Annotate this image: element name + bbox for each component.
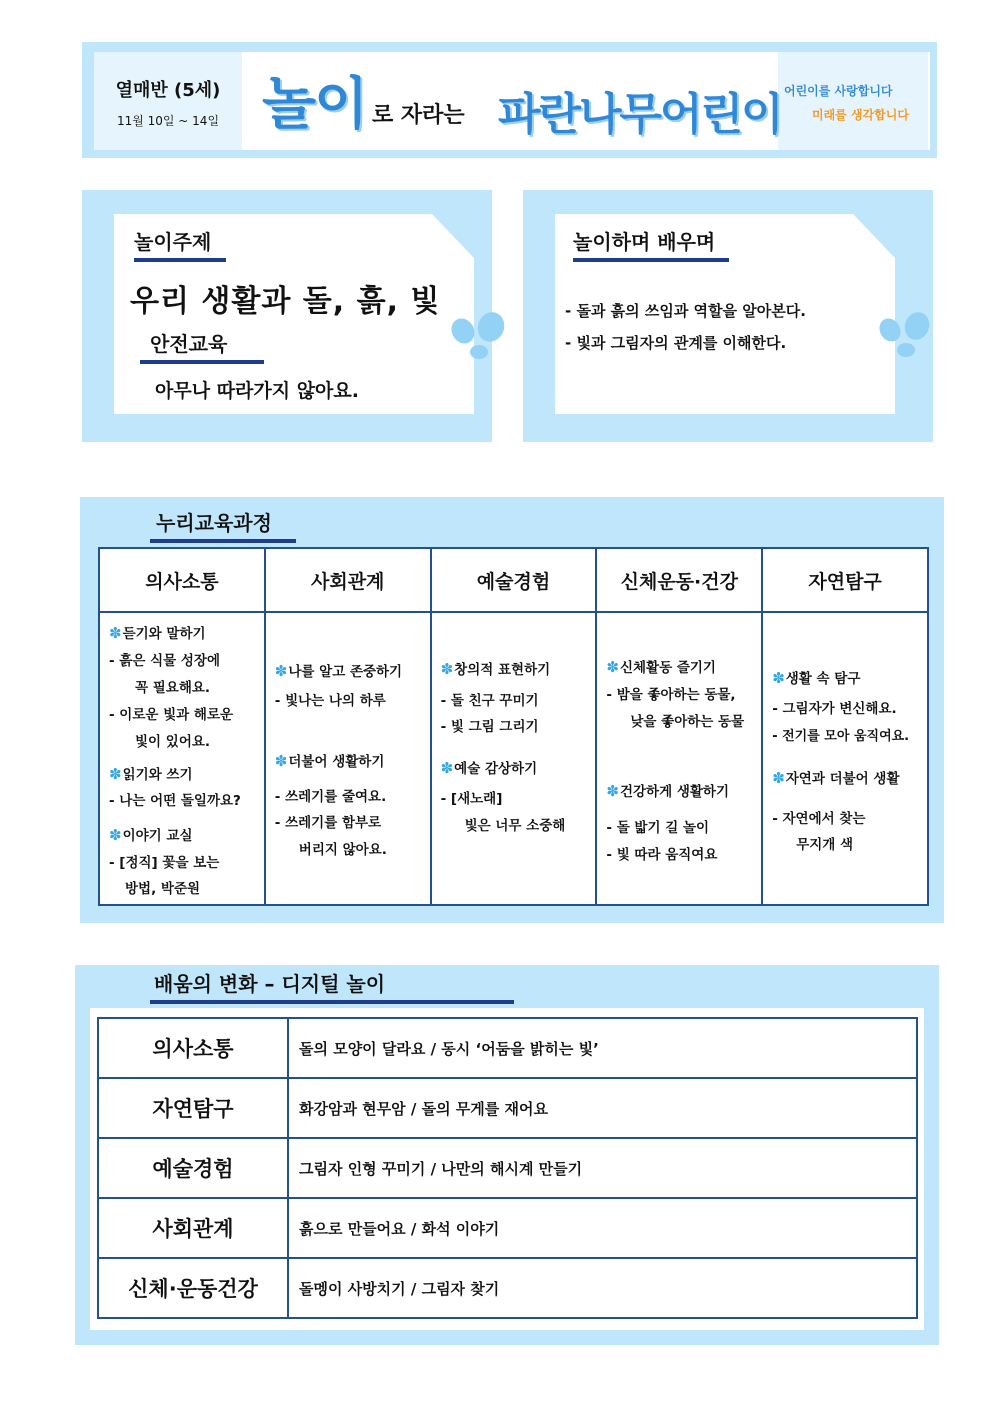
nuri-table <box>98 547 929 906</box>
nuri-heading: 누리교육과정 <box>150 507 296 543</box>
table-row <box>98 1018 917 1078</box>
flower-icon: ✽ <box>109 826 122 844</box>
safety-heading: 안전교육 <box>140 328 264 364</box>
nuri-item: - 밤을 좋아하는 동물, <box>606 687 736 703</box>
table-row <box>98 1258 917 1318</box>
nuri-item: - 자연에서 찾는 <box>772 811 866 827</box>
nuri-item: - 빛나는 나의 하루 <box>274 693 386 709</box>
digital-heading: 배움의 변화 – 디지털 놀이 <box>150 968 514 1004</box>
nuri-item: 방법, 박준원 <box>125 881 201 897</box>
theme-title: 우리 생활과 돌, 흙, 빛 <box>130 284 441 319</box>
kindergarten-name: 파란나무어린이 <box>498 89 782 140</box>
class-name: 열매반 (5세) <box>115 80 221 101</box>
nuri-sub-label: 자연과 더불어 생활 <box>785 771 900 787</box>
nuri-item: 버리지 않아요. <box>298 842 387 858</box>
flower-icon: ✽ <box>772 669 785 687</box>
nuri-cell-social <box>265 612 431 905</box>
nuri-col-header: 자연탐구 <box>762 548 928 612</box>
flower-icon: ✽ <box>606 782 619 800</box>
nuri-cell-nature <box>762 612 928 905</box>
digital-area: 예술경험 <box>98 1138 288 1198</box>
flower-icon: ✽ <box>440 660 454 678</box>
logo-play-text: 놀이 <box>262 72 367 137</box>
logo-mid-text: 로 자라는 <box>372 103 465 128</box>
nuri-item: 빛은 너무 소중해 <box>464 818 566 834</box>
flower-icon: ✽ <box>440 759 454 777</box>
water-drop-icon <box>897 343 915 357</box>
table-row <box>98 1078 917 1138</box>
nuri-item: 무지개 색 <box>796 837 854 853</box>
nuri-sub-label: 예술 감상하기 <box>454 761 538 777</box>
nuri-sub-label: 생활 속 탐구 <box>785 671 861 687</box>
motto-line-2: 미래를 생각합니다 <box>812 108 909 122</box>
header-motto-box <box>778 52 928 150</box>
table-row <box>98 1138 917 1198</box>
learning-item: - 돌과 흙의 쓰임과 역할을 알아본다. <box>565 302 806 320</box>
digital-content: 흙으로 만들어요 / 화석 이야기 <box>288 1198 917 1258</box>
flower-icon: ✽ <box>109 765 122 783</box>
flower-icon: ✽ <box>274 752 288 770</box>
nuri-sub-label: 이야기 교실 <box>122 828 193 844</box>
learning-item: - 빛과 그림자의 관계를 이해한다. <box>565 334 787 352</box>
nuri-col-header: 예술경험 <box>431 548 597 612</box>
nuri-sub-label: 나를 알고 존중하기 <box>288 664 403 680</box>
flower-icon: ✽ <box>274 662 288 680</box>
nuri-item: 낮을 좋아하는 동물 <box>630 714 745 730</box>
nuri-item: - 전기를 모아 움직여요. <box>772 729 910 744</box>
digital-area: 자연탐구 <box>98 1078 288 1138</box>
digital-area: 신체·운동건강 <box>98 1258 288 1318</box>
nuri-col-header: 의사소통 <box>99 548 265 612</box>
theme-heading: 놀이주제 <box>134 226 226 262</box>
nuri-item: - 쓰레기를 함부로 <box>274 815 382 831</box>
nuri-col-header: 신체운동·건강 <box>596 548 762 612</box>
nuri-item: - 쓰레기를 줄여요. <box>274 789 387 805</box>
nuri-col-header: 사회관계 <box>265 548 431 612</box>
nuri-sub-label: 더불어 생활하기 <box>288 754 385 770</box>
nuri-cell-physical <box>596 612 762 905</box>
nuri-item: - 돌 밟기 길 놀이 <box>606 820 710 836</box>
flower-icon: ✽ <box>606 658 619 676</box>
nuri-sub-label: 듣기와 말하기 <box>122 626 206 642</box>
nuri-sub-label: 신체활동 즐기기 <box>619 660 716 676</box>
nuri-item: - 그림자가 변신해요. <box>772 701 897 717</box>
nuri-item: - [새노래] <box>440 791 503 807</box>
nuri-item: 꼭 필요해요. <box>135 680 211 696</box>
digital-area: 사회관계 <box>98 1198 288 1258</box>
table-row <box>98 1198 917 1258</box>
nuri-item: - 돌 친구 꾸미기 <box>440 693 539 709</box>
nuri-cell-communication <box>99 612 265 905</box>
nuri-item: - 빛 따라 움직여요 <box>606 847 718 863</box>
nuri-item: - 흙은 식물 성장에 <box>109 653 220 669</box>
flower-icon: ✽ <box>772 769 785 787</box>
date-range: 11월 10일 ~ 14일 <box>116 114 220 128</box>
digital-area: 의사소통 <box>98 1018 288 1078</box>
nuri-item: 빛이 있어요. <box>135 734 211 750</box>
nuri-item: - 이로운 빛과 해로운 <box>109 707 234 723</box>
digital-content: 화강암과 현무암 / 돌의 무게를 재어요 <box>288 1078 917 1138</box>
safety-text: 아무나 따라가지 않아요. <box>155 380 359 402</box>
water-drop-icon <box>470 345 488 359</box>
nuri-sub-label: 건강하게 생활하기 <box>619 784 729 800</box>
digital-content: 그림자 인형 꾸미기 / 나만의 해시계 만들기 <box>288 1138 917 1198</box>
nuri-sub-label: 창의적 표현하기 <box>454 662 551 678</box>
nuri-item: - 빛 그림 그리기 <box>440 719 539 735</box>
nuri-cell-art <box>431 612 597 905</box>
flower-icon: ✽ <box>109 624 122 642</box>
nuri-item: - [정직] 꽃을 보는 <box>109 855 220 871</box>
motto-line-1: 어린이를 사랑합니다 <box>784 84 893 98</box>
nuri-sub-label: 읽기와 쓰기 <box>122 767 193 783</box>
digital-content: 돌멩이 사방치기 / 그림자 찾기 <box>288 1258 917 1318</box>
learning-heading: 놀이하며 배우며 <box>573 226 729 262</box>
digital-table <box>97 1017 918 1319</box>
nuri-item: - 나는 어떤 돌일까요? <box>109 793 241 809</box>
digital-content: 돌의 모양이 달라요 / 동시 ‘어둠을 밝히는 빛’ <box>288 1018 917 1078</box>
